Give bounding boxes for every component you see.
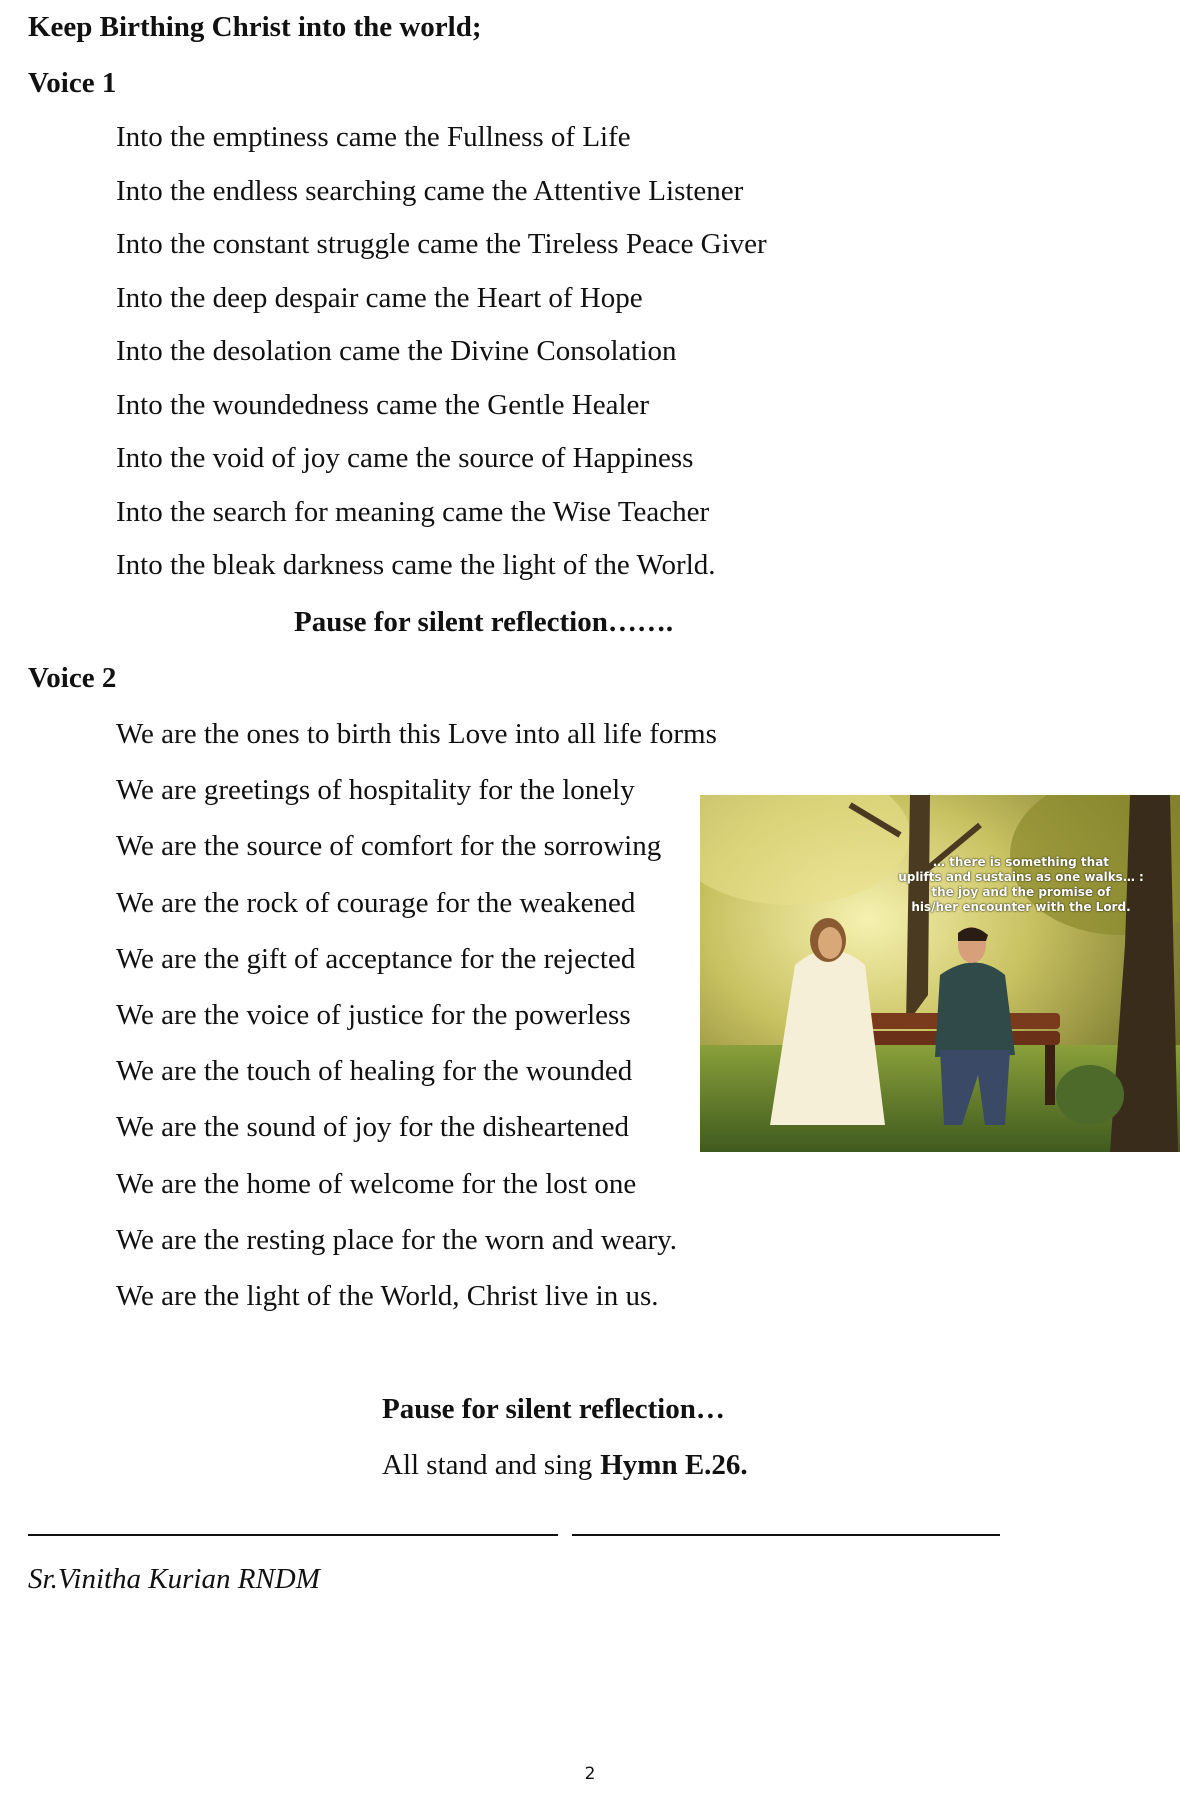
verse-line: Into the emptiness came the Fullness of Life <box>116 121 631 153</box>
verse-line: We are the light of the World, Christ live in us. <box>116 1280 659 1312</box>
verse-line: We are the home of welcome for the lost one <box>116 1167 637 1200</box>
pause-reflection-2: Pause for silent reflection… <box>382 1393 725 1425</box>
closing-instruction <box>382 1448 748 1482</box>
verse-line: Into the deep despair came the Heart of Hope <box>116 281 643 314</box>
voice-2-heading: Voice 2 <box>28 662 117 694</box>
closing-text: All stand and sing <box>382 1449 593 1481</box>
illustration-scene <box>700 795 1180 1152</box>
verse-line: Into the void of joy came the source of Happiness <box>116 442 694 474</box>
divider-right <box>572 1534 1000 1536</box>
verse-line: We are the touch of healing for the wounded <box>116 1055 633 1088</box>
pause-reflection-1: Pause for silent reflection……. <box>294 606 674 638</box>
verse-line: We are greetings of hospitality for the lonely <box>116 774 635 807</box>
verse-line: We are the voice of justice for the powerless <box>116 999 631 1031</box>
verse-line: We are the ones to birth this Love into all life forms <box>116 718 717 750</box>
jesus-bench-illustration <box>700 795 1180 1152</box>
verse-line: Into the endless searching came the Attentive Listener <box>116 174 744 207</box>
illustration-caption: … there is something that uplifts and sustains as one walks… : the joy and the promise of his/her encounter with the Lord. <box>898 855 1144 914</box>
verse-line: Into the desolation came the Divine Consolation <box>116 335 677 367</box>
author-signature: Sr.Vinitha Kurian RNDM <box>28 1563 320 1595</box>
verse-line: Into the search for meaning came the Wise Teacher <box>116 495 710 528</box>
voice-1-heading: Voice 1 <box>28 67 117 99</box>
page-title: Keep Birthing Christ into the world; <box>28 11 482 43</box>
verse-line: We are the rock of courage for the weakened <box>116 886 636 919</box>
verse-line: We are the resting place for the worn and weary. <box>116 1223 678 1256</box>
verse-line: We are the source of comfort for the sorrowing <box>116 830 662 863</box>
verse-line: We are the gift of acceptance for the rejected <box>116 942 636 975</box>
page-number: 2 <box>584 1764 596 1784</box>
verse-line: Into the constant struggle came the Tireless Peace Giver <box>116 228 767 260</box>
divider-left <box>28 1534 558 1536</box>
verse-line: Into the bleak darkness came the light of the World. <box>116 549 716 581</box>
hymn-reference: Hymn E.26. <box>600 1449 748 1481</box>
verse-line: Into the woundedness came the Gentle Healer <box>116 388 650 421</box>
verse-line: We are the sound of joy for the disheartened <box>116 1111 630 1144</box>
